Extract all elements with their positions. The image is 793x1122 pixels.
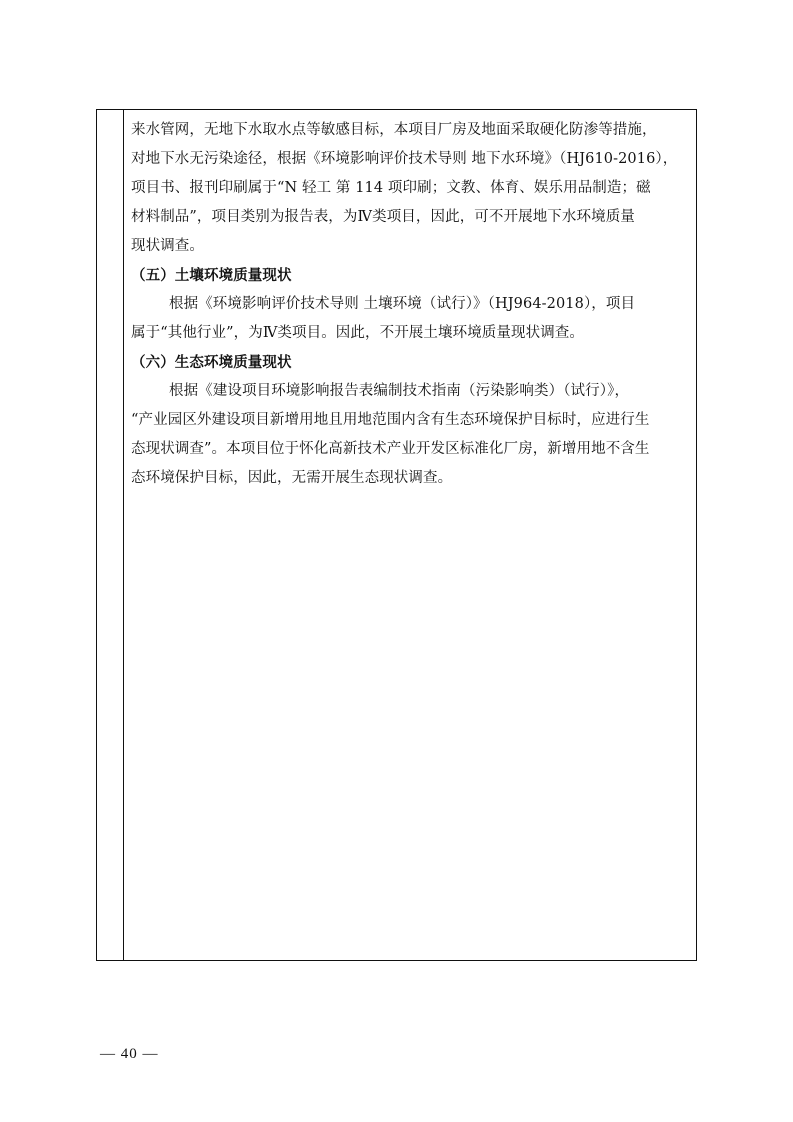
table-label-column: [97, 110, 124, 960]
section-heading-soil: （五）土壤环境质量现状: [131, 267, 292, 284]
paragraph-line: 来水管网，无地下水取水点等敏感目标，本项目厂房及地面采取硬化防渗等措施，: [131, 122, 657, 138]
paragraph-line: 态现状调查”。本项目位于怀化高新技术产业开发区标准化厂房，新增用地不含生: [131, 441, 650, 457]
paragraph-line: 项目书、报刊印刷属于“N 轻工 第 114 项印刷；文教、体育、娱乐用品制造；磁: [131, 180, 651, 196]
page-number: — 40 —: [100, 1046, 159, 1062]
section-heading-ecology: （六）生态环境质量现状: [131, 354, 292, 371]
paragraph-line: 现状调查。: [131, 238, 204, 254]
report-table-frame: [96, 109, 697, 961]
paragraph-line: 材料制品”，项目类别为报告表，为Ⅳ类项目，因此，可不开展地下水环境质量: [131, 209, 635, 225]
paragraph-line: 根据《环境影响评价技术导则 土壤环境（试行）》（HJ964-2018），项目: [169, 296, 636, 312]
paragraph-line: “产业园区外建设项目新增用地且用地范围内含有生态环境保护目标时，应进行生: [131, 412, 650, 428]
table-content-cell: [131, 116, 688, 493]
paragraph-line: 属于“其他行业”，为Ⅳ类项目。因此，不开展土壤环境质量现状调查。: [131, 325, 585, 341]
paragraph-line: 根据《建设项目环境影响报告表编制技术指南（污染影响类）（试行）》，: [169, 383, 630, 399]
paragraph-line: 对地下水无污染途径，根据《环境影响评价技术导则 地下水环境》（HJ610-2016），: [131, 151, 678, 167]
paragraph-line: 态环境保护目标，因此，无需开展生态现状调查。: [131, 470, 453, 486]
